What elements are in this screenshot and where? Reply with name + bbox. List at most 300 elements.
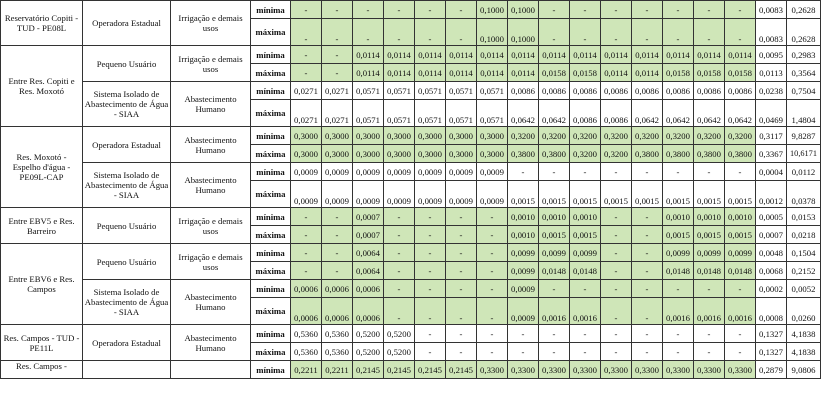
value-cell: - [415, 19, 446, 46]
value-cell: 0,0571 [384, 82, 415, 100]
value-cell: 0,3200 [663, 127, 694, 145]
value-cell: - [663, 1, 694, 19]
total-cell: 0,2983 [787, 46, 821, 64]
value-cell: 0,0086 [725, 82, 756, 100]
value-cell: 0,2211 [291, 361, 322, 379]
total-cell: 0,3564 [787, 64, 821, 82]
value-cell: 0,0015 [694, 181, 725, 208]
value-cell: 0,3300 [508, 361, 539, 379]
value-cell: - [725, 163, 756, 181]
value-cell: 0,1000 [477, 19, 508, 46]
value-cell: 0,0114 [415, 64, 446, 82]
value-cell: - [694, 343, 725, 361]
value-cell: - [601, 208, 632, 226]
value-cell: - [322, 64, 353, 82]
value-cell: 0,0086 [601, 100, 632, 127]
value-cell: - [632, 262, 663, 280]
value-cell: 0,0006 [353, 280, 384, 298]
value-cell: 0,0016 [570, 298, 601, 325]
value-cell: 0,0009 [322, 181, 353, 208]
value-cell: - [384, 226, 415, 244]
use-type-cell: Abastecimento Humano [171, 127, 251, 163]
value-cell: 0,0114 [415, 46, 446, 64]
value-cell: - [384, 208, 415, 226]
value-cell: - [632, 226, 663, 244]
level-label: máxima [251, 64, 291, 82]
value-cell: 0,0114 [601, 64, 632, 82]
level-label: mínima [251, 208, 291, 226]
value-cell: 0,0015 [663, 181, 694, 208]
value-cell: 0,0114 [508, 64, 539, 82]
value-cell: - [663, 280, 694, 298]
value-cell: - [291, 226, 322, 244]
value-cell: 0,0571 [415, 82, 446, 100]
value-cell: - [601, 343, 632, 361]
value-cell: - [539, 1, 570, 19]
user-type-cell: Pequeno Usuário [83, 46, 171, 82]
total-cell: 0,0007 [756, 226, 787, 244]
value-cell: - [415, 244, 446, 262]
total-cell: 4,1838 [787, 343, 821, 361]
value-cell: 0,3200 [570, 127, 601, 145]
value-cell: 0,3200 [539, 127, 570, 145]
value-cell: - [384, 298, 415, 325]
value-cell: 0,0016 [694, 298, 725, 325]
value-cell: 0,5200 [353, 325, 384, 343]
value-cell: 0,0010 [663, 208, 694, 226]
value-cell: 0,0571 [353, 82, 384, 100]
value-cell: - [632, 1, 663, 19]
user-type-cell [83, 361, 171, 379]
value-cell: - [384, 280, 415, 298]
total-cell: 0,2879 [756, 361, 787, 379]
value-cell: - [477, 208, 508, 226]
total-cell: 0,0008 [756, 298, 787, 325]
value-cell: - [601, 19, 632, 46]
value-cell: 0,3200 [601, 127, 632, 145]
value-cell: 0,3300 [539, 361, 570, 379]
value-cell: 0,0009 [477, 163, 508, 181]
value-cell: - [291, 244, 322, 262]
value-cell: - [601, 226, 632, 244]
use-type-cell: Irrigação e demais usos [171, 46, 251, 82]
value-cell: - [694, 19, 725, 46]
user-type-cell: Pequeno Usuário [83, 208, 171, 244]
value-cell: - [384, 19, 415, 46]
value-cell: - [539, 343, 570, 361]
value-cell: 0,0114 [477, 64, 508, 82]
value-cell: 0,0007 [353, 208, 384, 226]
value-cell: 0,0114 [353, 46, 384, 64]
location-cell: Entre EBV6 e Res. Campos [1, 244, 83, 325]
value-cell: 0,3800 [725, 145, 756, 163]
level-label: mínima [251, 361, 291, 379]
value-cell: - [694, 163, 725, 181]
value-cell: 0,3300 [477, 361, 508, 379]
value-cell: 0,0010 [570, 208, 601, 226]
value-cell: 0,0099 [725, 244, 756, 262]
value-cell: 0,0010 [725, 208, 756, 226]
value-cell: - [477, 280, 508, 298]
value-cell: - [446, 325, 477, 343]
location-cell: Res. Moxotó - Espelho d'água - PE09L-CAP [1, 127, 83, 208]
value-cell: 0,0099 [663, 244, 694, 262]
value-cell: 0,3200 [601, 145, 632, 163]
value-cell: 0,2211 [322, 361, 353, 379]
value-cell: 0,1000 [508, 19, 539, 46]
location-cell: Reservatório Copiti - TUD - PE08L [1, 1, 83, 46]
value-cell: - [415, 1, 446, 19]
use-type-cell: Abastecimento Humano [171, 82, 251, 127]
value-cell: - [415, 226, 446, 244]
value-cell: 0,0009 [353, 163, 384, 181]
value-cell: - [601, 262, 632, 280]
table-row [1, 325, 821, 343]
total-cell: 0,0004 [756, 163, 787, 181]
table-row [1, 163, 821, 181]
value-cell: 0,0015 [570, 181, 601, 208]
level-label: máxima [251, 226, 291, 244]
value-cell: 0,3300 [632, 361, 663, 379]
value-cell: - [291, 262, 322, 280]
total-cell: 0,7504 [787, 82, 821, 100]
value-cell: 0,3800 [663, 145, 694, 163]
value-cell: 0,0571 [446, 100, 477, 127]
value-cell: 0,0006 [322, 298, 353, 325]
total-cell: 0,0238 [756, 82, 787, 100]
total-cell: 0,1504 [787, 244, 821, 262]
value-cell: 0,0015 [725, 181, 756, 208]
value-cell: 0,0158 [570, 64, 601, 82]
value-cell: - [725, 19, 756, 46]
value-cell: - [725, 1, 756, 19]
value-cell: 0,3000 [415, 127, 446, 145]
level-label: mínima [251, 325, 291, 343]
value-cell: - [632, 163, 663, 181]
value-cell: - [322, 46, 353, 64]
value-cell: 0,3000 [477, 127, 508, 145]
value-cell: 0,0114 [539, 46, 570, 64]
value-cell: - [570, 163, 601, 181]
value-cell: 0,0015 [570, 226, 601, 244]
value-cell: 0,0114 [570, 46, 601, 64]
value-cell: 0,0158 [539, 64, 570, 82]
total-cell: 0,0083 [756, 19, 787, 46]
value-cell: 0,0010 [508, 226, 539, 244]
value-cell: 0,0114 [694, 46, 725, 64]
value-cell: - [446, 262, 477, 280]
value-cell: - [663, 343, 694, 361]
table-row [1, 244, 821, 262]
value-cell: 0,0015 [725, 226, 756, 244]
value-cell: - [632, 343, 663, 361]
value-cell: 0,0010 [694, 208, 725, 226]
user-type-cell: Sistema Isolado de Abastecimento de Água - SIAA [83, 82, 171, 127]
total-cell: 0,0153 [787, 208, 821, 226]
value-cell: 0,3000 [322, 145, 353, 163]
value-cell: 0,0114 [477, 46, 508, 64]
value-cell: 0,0099 [570, 244, 601, 262]
value-cell: - [539, 280, 570, 298]
value-cell: 0,0064 [353, 262, 384, 280]
value-cell: - [291, 208, 322, 226]
value-cell: - [539, 325, 570, 343]
value-cell: - [415, 262, 446, 280]
value-cell: 0,0271 [322, 100, 353, 127]
value-cell: 0,0148 [570, 262, 601, 280]
value-cell: - [446, 208, 477, 226]
value-cell: 0,0148 [725, 262, 756, 280]
total-cell: 0,3367 [756, 145, 787, 163]
value-cell: 0,3200 [725, 127, 756, 145]
value-cell: 0,0099 [508, 262, 539, 280]
value-cell: 0,0158 [663, 64, 694, 82]
value-cell: 0,0006 [291, 298, 322, 325]
value-cell: - [322, 262, 353, 280]
value-cell: 0,0086 [632, 82, 663, 100]
value-cell: 0,3300 [663, 361, 694, 379]
total-cell: 0,0112 [787, 163, 821, 181]
table-row [1, 208, 821, 226]
level-label: mínima [251, 244, 291, 262]
location-cell: Res. Campos - [1, 361, 83, 379]
total-cell: 0,1327 [756, 343, 787, 361]
level-label: mínima [251, 1, 291, 19]
table-row [1, 280, 821, 298]
value-cell: 0,0148 [539, 262, 570, 280]
value-cell: - [601, 325, 632, 343]
value-cell: - [508, 325, 539, 343]
location-cell: Entre Res. Copiti e Res. Moxotó [1, 46, 83, 127]
total-cell: 0,0052 [787, 280, 821, 298]
value-cell: 0,0571 [446, 82, 477, 100]
value-cell: 0,0642 [725, 100, 756, 127]
value-cell: 0,0009 [508, 280, 539, 298]
value-cell: - [384, 244, 415, 262]
value-cell: 0,0642 [632, 100, 663, 127]
value-cell: 0,3000 [353, 145, 384, 163]
value-cell: 0,5200 [384, 325, 415, 343]
value-cell: - [601, 280, 632, 298]
value-cell: 0,0642 [694, 100, 725, 127]
value-cell: - [632, 244, 663, 262]
value-cell: - [415, 208, 446, 226]
value-cell: 0,3000 [291, 127, 322, 145]
value-cell: 0,0571 [415, 100, 446, 127]
value-cell: 0,0064 [353, 244, 384, 262]
value-cell: - [477, 325, 508, 343]
value-cell: 0,5200 [353, 343, 384, 361]
value-cell: 0,5360 [322, 343, 353, 361]
value-cell: 0,3000 [415, 145, 446, 163]
value-cell: 0,0158 [725, 64, 756, 82]
value-cell: 0,0114 [446, 46, 477, 64]
value-cell: - [446, 343, 477, 361]
use-type-cell [171, 361, 251, 379]
value-cell: 0,0642 [663, 100, 694, 127]
use-type-cell: Irrigação e demais usos [171, 208, 251, 244]
total-cell: 0,0012 [756, 181, 787, 208]
value-cell: - [322, 1, 353, 19]
value-cell: 0,0009 [446, 181, 477, 208]
value-cell: - [322, 208, 353, 226]
value-cell: - [570, 325, 601, 343]
value-cell: - [663, 163, 694, 181]
value-cell: 0,3000 [384, 127, 415, 145]
value-cell: 0,0015 [539, 226, 570, 244]
value-cell: - [477, 244, 508, 262]
table-row [1, 1, 821, 19]
value-cell: 0,3000 [291, 145, 322, 163]
location-cell: Entre EBV5 e Res. Barreiro [1, 208, 83, 244]
value-cell: 0,0009 [446, 163, 477, 181]
value-cell: - [477, 343, 508, 361]
value-cell: - [291, 1, 322, 19]
value-cell: 0,1000 [508, 1, 539, 19]
value-cell: 0,2145 [415, 361, 446, 379]
value-cell: - [384, 1, 415, 19]
level-label: máxima [251, 262, 291, 280]
value-cell: 0,3000 [446, 145, 477, 163]
value-cell: 0,0099 [508, 244, 539, 262]
value-cell: 0,5200 [384, 343, 415, 361]
value-cell: - [570, 280, 601, 298]
value-cell: 0,3300 [601, 361, 632, 379]
value-cell: 0,0010 [539, 208, 570, 226]
value-cell: 0,1000 [477, 1, 508, 19]
value-cell: 0,0271 [291, 100, 322, 127]
value-cell: 0,0009 [291, 163, 322, 181]
total-cell: 0,1327 [756, 325, 787, 343]
value-cell: 0,2145 [446, 361, 477, 379]
value-cell: 0,3000 [384, 145, 415, 163]
value-cell: 0,0015 [694, 226, 725, 244]
value-cell: 0,0015 [663, 226, 694, 244]
value-cell: 0,5360 [322, 325, 353, 343]
value-cell: 0,5360 [291, 325, 322, 343]
user-type-cell: Pequeno Usuário [83, 244, 171, 280]
value-cell: 0,0114 [632, 64, 663, 82]
value-cell: 0,3800 [632, 145, 663, 163]
user-type-cell: Operadora Estadual [83, 325, 171, 361]
value-cell: 0,3200 [694, 127, 725, 145]
total-cell: 0,0068 [756, 262, 787, 280]
value-cell: 0,0114 [632, 46, 663, 64]
value-cell: 0,0148 [694, 262, 725, 280]
value-cell: - [384, 262, 415, 280]
value-cell: 0,0086 [508, 82, 539, 100]
value-cell: 0,0006 [322, 280, 353, 298]
value-cell: 0,0009 [384, 181, 415, 208]
value-cell: 0,0114 [663, 46, 694, 64]
value-cell: 0,0010 [508, 208, 539, 226]
value-cell: 0,3300 [694, 361, 725, 379]
value-cell: - [539, 19, 570, 46]
value-cell: - [508, 343, 539, 361]
value-cell: 0,0114 [384, 46, 415, 64]
value-cell: 0,0009 [322, 163, 353, 181]
value-cell: 0,0099 [539, 244, 570, 262]
value-cell: - [415, 298, 446, 325]
value-cell: - [601, 244, 632, 262]
value-cell: - [725, 280, 756, 298]
total-cell: 0,0002 [756, 280, 787, 298]
value-cell: - [601, 163, 632, 181]
value-cell: - [725, 343, 756, 361]
value-cell: 0,0009 [384, 163, 415, 181]
value-cell: 0,2145 [353, 361, 384, 379]
value-cell: 0,0114 [508, 46, 539, 64]
total-cell: 9,8287 [787, 127, 821, 145]
value-cell: 0,0009 [291, 181, 322, 208]
value-cell: - [570, 19, 601, 46]
use-type-cell: Irrigação e demais usos [171, 244, 251, 280]
value-cell: - [477, 226, 508, 244]
user-type-cell: Operadora Estadual [83, 127, 171, 163]
value-cell: - [632, 280, 663, 298]
value-cell: 0,0086 [570, 82, 601, 100]
value-cell: 0,0009 [477, 181, 508, 208]
level-label: máxima [251, 145, 291, 163]
total-cell: 10,6171 [787, 145, 821, 163]
value-cell: - [446, 19, 477, 46]
location-cell: Res. Campos - TUD - PE11L [1, 325, 83, 361]
total-cell: 0,0260 [787, 298, 821, 325]
level-label: mínima [251, 163, 291, 181]
value-cell: 0,0086 [539, 82, 570, 100]
value-cell: - [291, 19, 322, 46]
value-cell: - [508, 163, 539, 181]
value-cell: 0,3300 [570, 361, 601, 379]
total-cell: 4,1838 [787, 325, 821, 343]
value-cell: - [694, 1, 725, 19]
value-cell: 0,0271 [291, 82, 322, 100]
value-cell: 0,3200 [632, 127, 663, 145]
value-cell: - [322, 244, 353, 262]
user-type-cell: Operadora Estadual [83, 1, 171, 46]
value-cell: - [663, 19, 694, 46]
level-label: máxima [251, 19, 291, 46]
value-cell: 0,0009 [415, 163, 446, 181]
total-cell: 0,0005 [756, 208, 787, 226]
value-cell: - [570, 1, 601, 19]
value-cell: 0,0015 [601, 181, 632, 208]
value-cell: - [446, 226, 477, 244]
value-cell: 0,0642 [539, 100, 570, 127]
value-cell: 0,0016 [663, 298, 694, 325]
value-cell: - [353, 1, 384, 19]
value-cell: 0,3200 [570, 145, 601, 163]
value-cell: - [322, 19, 353, 46]
value-cell: 0,0015 [539, 181, 570, 208]
value-cell: 0,0114 [353, 64, 384, 82]
value-cell: 0,0086 [694, 82, 725, 100]
total-cell: 0,0048 [756, 244, 787, 262]
value-cell: 0,0006 [291, 280, 322, 298]
value-cell: - [322, 226, 353, 244]
value-cell: 0,3800 [508, 145, 539, 163]
value-cell: 0,0271 [322, 82, 353, 100]
total-cell: 1,4804 [787, 100, 821, 127]
value-cell: 0,0114 [725, 46, 756, 64]
value-cell: 0,0148 [663, 262, 694, 280]
total-cell: 0,0469 [756, 100, 787, 127]
value-cell: - [694, 325, 725, 343]
value-cell: 0,0016 [725, 298, 756, 325]
total-cell: 0,0218 [787, 226, 821, 244]
value-cell: 0,3000 [477, 145, 508, 163]
value-cell: 0,0571 [353, 100, 384, 127]
